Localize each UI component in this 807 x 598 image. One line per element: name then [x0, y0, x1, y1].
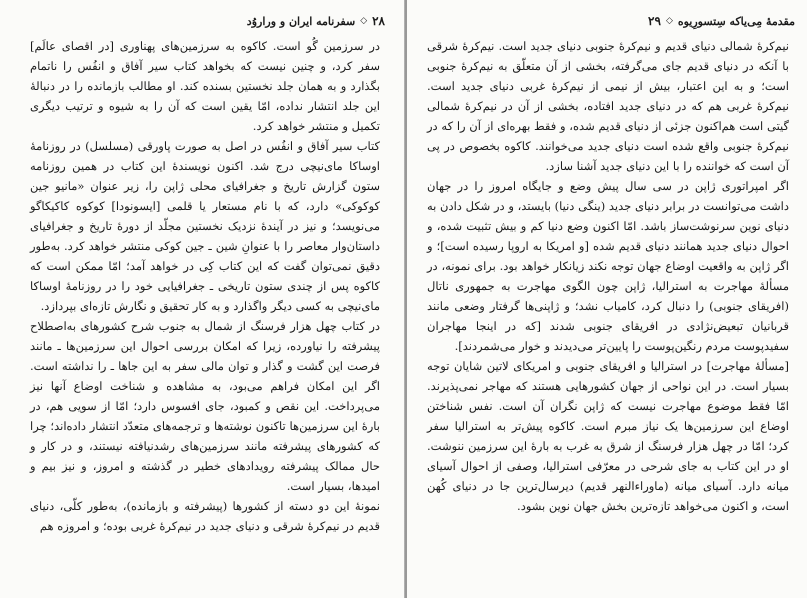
right-page-body	[427, 36, 789, 516]
right-page-header	[648, 13, 795, 29]
diamond-icon: ◇	[665, 16, 673, 26]
right-paragraph: نیم‌کرهٔ شمالی دنیای قدیم و نیم‌کرهٔ جنوبی دنیای جدید است. نیم‌کرهٔ شرقی با آنکه در دنیای قدیم جای می‌گرفته، بخشی از آن متعلّق به نیم‌کرهٔ جنوبی است؛ و به این اعتبار، بیش از نیمی از نیم‌کرهٔ غربی دنیای جدید است. نیم‌کرهٔ غربی هم که در دنیای جدید افتاده، بخشی از آن در نیم‌کرهٔ شمالی گیتی است هم‌اکنون جزئی از دنیای قدیم شده، و فقط بهره‌ای از آن را که در نیم‌کرهٔ جنوبی واقع شده است دنیای جدید می‌خوانند. کاکوه بخصوص در پی آن است که خواننده را با این دنیای جدید آشنا سازد.	[427, 39, 789, 173]
right-page-number: ۲۹	[648, 14, 661, 28]
left-page-body	[30, 36, 380, 536]
left-running-title: سفرنامه ایران و وراروُد	[246, 14, 356, 28]
diamond-icon: ◇	[360, 16, 368, 26]
left-page-header	[247, 13, 385, 29]
right-paragraph: اگر امپراتوری ژاپن در سی سال پیش وضع و جایگاه امروز را در جهان داشت می‌توانست در برابر دنیای جدید (ینگی دنیا) بایستد، و در شکل دادن به دنیای نوین سرنوشت‌ساز باشد. امّا اکنون وضع دنیا کم و بیش تثبیت شده، و احوال دنیای جدید همانند دنیای قدیم شده [و امریکا به اروپا رسیده است]؛ و اگر ژاپن به واقعیت اوضاع جهان توجه نکند زیانکار خواهد بود. برای نمونه، در مسألهٔ مهاجرت به استرالیا، ژاپن چون الگوی مهاجرت به جمهوری ناتال (افریقای جنوبی) را دنبال کرد، کامیاب نشد؛ و ژاپنی‌ها گرفتار وضعی مانند قربانیان تبعیض‌نژادی در افریقای جنوبی شدند [که در اینجا مهاجران سفیدپوست مردم رنگین‌پوست را پایین‌تر می‌دیدند و خوار می‌شمردند].	[427, 179, 789, 353]
left-paragraph: در سرزمین گُو است. کاکوه به سرزمین‌های پهناوری [در اقصای عالَم] سفر کرد، و چنین نیست که بخواهد کتاب سیر آفاق و انفُس را ناتمام بگذارد و به همان جلد نخستین بسنده کند. او مطالب بازمانده را در دنبالهٔ این جلد انتشار نداده، امّا یقین است که آن را به شیوه و ترتیب دیگری تکمیل و منتشر خواهد کرد.	[30, 39, 380, 133]
left-paragraph: در کتاب چهل هزار فرسنگ از شمال به جنوب شرح کشورهای به‌اصطلاح پیشرفته را نیاورده، زیرا که امکان بررسی احوال این سرزمین‌ها ـ مانند فرصت این گشت و گذار و توان مالی سفر به این جاها ـ را نداشته است. اگر این امکان فراهم می‌بود، به مشاهده و شناخت اوضاع آنها نیز می‌پرداخت. این نقص و کمبود، جای افسوس دارد؛ امّا از سویی هم، در بارهٔ این سرزمین‌ها تاکنون نوشته‌ها و ترجمه‌های متعدّد انتشار داده‌اند؛ چرا که کشورهای پیشرفته مانند سرزمین‌های رشدنیافته نیستند، و در کار و حال ممالک پیشرفته رویدادهای خطیر در گذشته و امروز، و نیز بیم و امیدها، بسیار است.	[30, 319, 380, 493]
right-running-title: مقدمهٔ مِی‌یاکه سِتسورِیوه	[677, 14, 795, 28]
right-page	[407, 0, 807, 598]
left-paragraph: نمونهٔ این دو دسته از کشورها (پیشرفته و بازمانده)، به‌طور کلّی، دنیای قدیم در نیم‌کرهٔ شرقی و دنیای جدید در نیم‌کرهٔ غربی بوده؛ و امروزه هم	[30, 499, 380, 533]
left-page-number: ۲۸	[372, 14, 385, 28]
right-paragraph: [مسألهٔ مهاجرت] در استرالیا و افریقای جنوبی و امریکای لاتین شایان توجه بسیار است. در این نواحی از جهان کشورهایی هستند که مهاجر نمی‌پذیرند. امّا فقط موضوع مهاجرت نیست که ژاپن نگران آن است. نفس شناختن اوضاع این سرزمین‌ها یک نیاز مبرم است. کاکوه پیش‌تر به استرالیا سفر کرد؛ امّا در چهل هزار فرسنگ از شرق به غرب به بارهٔ این سرزمین ننوشت. او در این کتاب به جای شرحی در معرّفی استرالیا، وصفی از احوال آسیای میانه دارد. آسیای میانه (ماوراءالنهر قدیم) دیرسال‌ترین جا در دنیای کُهن است، و اکنون می‌خواهد تازه‌ترین بخش جهان نوین بشود.	[427, 359, 789, 513]
left-paragraph: کتاب سیر آفاق و انفُس در اصل به صورت پاورقی (مسلسل) در روزنامهٔ اوساکا مای‌نیچی درج شد. اکنون نویسندهٔ این کتاب در همین روزنامه ستون گزارش تاریخ و جغرافیای محلی ژاپن را، زیر عنوان «مانیو جین کوکوکی» دارد، که با نام مستعار یا قلمی [ایسونودا] کوکوه کاکیکاگو می‌نویسد؛ و نیز در آیندهٔ نزدیک نخستین مجلّد از دورهٔ تاریخ و جغرافیای داستان‌وار معاصر را با عنوانِ شین ـ جین کوکی منتشر خواهد کرد. به‌طور دقیق نمی‌توان گفت که این کتاب کِی در خواهد آمد؛ امّا ممکن است که کاکوه پس از چندی ستون تاریخی ـ جغرافیایی خود را در روزنامهٔ اوساکا مای‌نیچی به کسی دیگر واگذارد و به کار تحقیق و نگارش تازه‌ای بپردازد.	[30, 139, 380, 313]
